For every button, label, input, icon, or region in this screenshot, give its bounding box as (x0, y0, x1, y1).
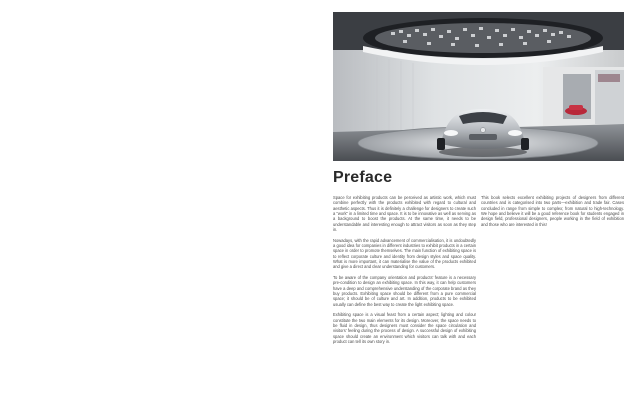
showroom-car-photo (333, 12, 624, 161)
left-text-column (333, 195, 476, 350)
right-text-column (481, 195, 624, 232)
paragraph: This book selects excellent exhibiting projects of designers from different countries and is categorised into two parts—exhibition and trade fair. Cases concluded in range from simple to complex; from natural to high-technology. We hope and believe it will be a good reference book for students engaged in design field, professional designers, people working in the field of exhibition and those who are interested in this! (481, 195, 624, 227)
paragraph: Nowadays, with the rapid advancement of commercialisation, it is undoubtedly a good idea for companies in different industries to exhibit products in a certain space in order to promote themselves. The main function of exhibiting space is to reflect corporate culture and identity from design styles and space quality. What is more important, it can materialise the value of the products exhibited and give a direct and clear understanding for customers. (333, 237, 476, 270)
page-title: Preface (333, 169, 393, 186)
photo-illustration (333, 12, 624, 161)
paragraph: Exhibiting space is a visual feast from a certain aspect; lighting and colour constitute the two main elements for its design. Moreover, the space needs to be fluid in design, thus designers must consider the space circulation and visitors’ feeling during the process of design. A successful design of exhibiting space should create an environment which visitors can talk with and each product can tell its own story in. (333, 312, 476, 345)
paragraph: To be aware of the company orientation and products’ feature is a necessary pre-condition to design an exhibiting space. In this way, it can help customers have a deep and comprehensive understanding of the corporate brand as they buy products. Exhibiting space should be different from a pure commercial space; it should be of culture and art. In addition, products to be exhibited usually can define the best way to create the light exhibiting space. (333, 275, 476, 307)
paragraph: Space for exhibiting products can be perceived as artistic work, which must combine perfectly with the products exhibited with regard to cultural and aesthetic aspects. Thus it is definitely a challenge for designers to create such a “work” in a limited time and space. It is to be innovative as well as serving as a background to boost the products. At the same time, it needs to be understandable and interesting enough to attract visitors as soon as they step in. (333, 195, 476, 233)
